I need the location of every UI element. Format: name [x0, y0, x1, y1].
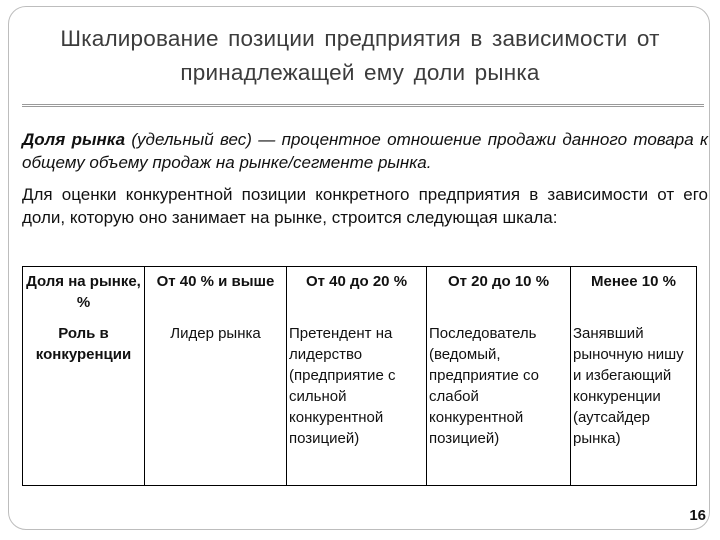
- header-col-20-10: От 20 до 10 %: [427, 267, 571, 322]
- role-label-cell: Роль в конкуренции: [23, 321, 145, 486]
- table-role-row: [23, 321, 697, 486]
- slide-title: Шкалирование позиции предприятия в зависимости от принадлежащей ему доли рынка: [60, 26, 660, 85]
- header-label-cell: Доля на рынке, %: [23, 267, 145, 322]
- table-header-row: [23, 267, 697, 322]
- title-divider: [22, 104, 704, 107]
- definition-paragraph: [22, 128, 708, 174]
- header-col-40-plus: От 40 % и выше: [145, 267, 287, 322]
- header-col-under-10: Менее 10 %: [571, 267, 697, 322]
- header-col-40-20: От 40 до 20 %: [287, 267, 427, 322]
- role-leader-cell: Лидер рынка: [145, 321, 287, 486]
- intro-paragraph: Для оценки конкурентной позиции конкретного предприятия в зависимости от его доли, которую оно занимает на рынке, строится следующая шкала:: [22, 185, 708, 227]
- page-number: 16: [689, 507, 706, 524]
- definition-term: Доля рынка: [22, 130, 126, 149]
- definition-text: (удельный вес) — процентное отношение продажи данного товара к общему объему продаж на рынке/сегменте рынка.: [22, 130, 709, 172]
- role-nicher-cell: Занявший рыночную нишу и избегающий конкуренции (аутсайдер рынка): [571, 321, 697, 486]
- role-follower-cell: Последователь (ведомый, предприятие со слабой конкурентной позицией): [427, 321, 571, 486]
- market-share-scale-table: [22, 266, 697, 486]
- role-challenger-cell: Претендент на лидерство (предприятие с сильной конкурентной позицией): [287, 321, 427, 486]
